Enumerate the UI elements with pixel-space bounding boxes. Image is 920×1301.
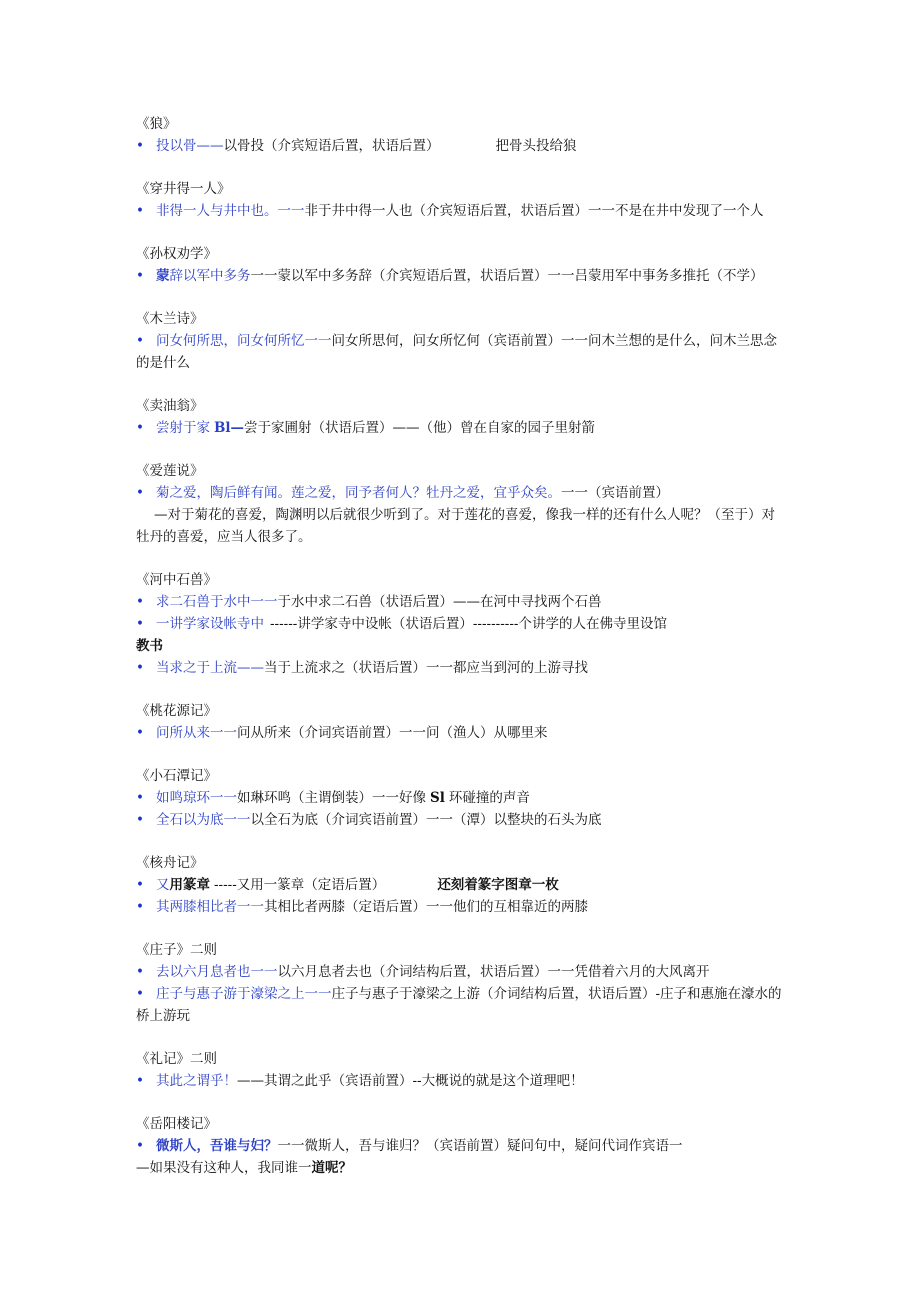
translation-text-bold: 道呢？ bbox=[311, 1160, 352, 1176]
original-phrase: 问女何所思，问女何所忆一一 bbox=[156, 333, 332, 349]
entry-line bbox=[136, 417, 786, 439]
section-title: 《岳阳楼记》 bbox=[136, 1116, 217, 1132]
explanation-text: 以六月息者去也（介词结构后置，状语后置）一一凭借着六月的大风离开 bbox=[277, 964, 710, 980]
bullet-icon: • bbox=[136, 268, 144, 284]
section-lang bbox=[136, 113, 786, 157]
explanation-text: 问女所思何，问女所忆何（宾语前置）一一问木兰想的是什么，问木兰思念的是什么 bbox=[136, 333, 777, 371]
explanation-text: 一一微斯人，吾与谁归？（宾语前置）疑问句中，疑问代词作宾语一 bbox=[277, 1138, 683, 1154]
original-phrase: 庄子与惠子游于濠梁之上一一 bbox=[156, 986, 332, 1002]
entry-line bbox=[136, 1135, 786, 1157]
entry-line bbox=[136, 874, 786, 896]
bullet-icon: • bbox=[136, 420, 144, 436]
section-xiaoshitanji bbox=[136, 765, 786, 831]
section-ailianshuo bbox=[136, 460, 786, 548]
section-title: 《爱莲说》 bbox=[136, 463, 204, 479]
bullet-icon: • bbox=[136, 333, 144, 349]
entry-line bbox=[136, 809, 786, 831]
original-phrase: 非得一人与井中也。一一 bbox=[156, 203, 305, 219]
translation-text: 还刻着篆字图章一枚 bbox=[437, 877, 559, 893]
original-phrase: 求二石兽于水中一一 bbox=[156, 594, 278, 610]
original-phrase: 又 bbox=[156, 877, 170, 893]
explanation-text: -----又用一篆章（定语后置） bbox=[214, 877, 386, 893]
section-hezhongshishou bbox=[136, 569, 786, 679]
bullet-icon: • bbox=[136, 790, 144, 806]
translation-text: —对于菊花的喜爱，陶渊明以后就很少听到了。对于莲花的喜爱，像我一样的还有什么人呢？（至于）对牡丹的喜爱，应当人很多了。 bbox=[136, 507, 775, 545]
entry-line bbox=[136, 1157, 786, 1179]
explanation-text: 于水中求二石兽（状语后置）——在河中寻找两个石兽 bbox=[277, 594, 602, 610]
original-phrase: 问所从来一一 bbox=[156, 725, 237, 741]
original-phrase: 投以骨—— bbox=[156, 138, 224, 154]
original-phrase: 辞以军中多务 bbox=[169, 268, 251, 284]
original-phrase-bold: 蒙 bbox=[156, 268, 170, 284]
entry-line bbox=[136, 896, 786, 918]
original-phrase: 去以六月息者也一一 bbox=[156, 964, 278, 980]
section-title: 《礼记》二则 bbox=[136, 1051, 217, 1067]
original-phrase-bold: Bl— bbox=[214, 420, 245, 436]
bold-token: Sl bbox=[430, 790, 445, 806]
section-taohuayuanji bbox=[136, 700, 786, 744]
entry-line bbox=[136, 504, 786, 548]
section-maiyouweng bbox=[136, 395, 786, 439]
bullet-icon: • bbox=[136, 725, 144, 741]
entry-line bbox=[136, 722, 786, 744]
bullet-icon: • bbox=[136, 1138, 144, 1154]
explanation-text: 一一蒙以军中多务辞（介宾短语后置，状语后置）一一吕蒙用军中事务多推托（不学） bbox=[250, 268, 764, 284]
entry-line bbox=[136, 787, 786, 809]
bullet-icon: • bbox=[136, 594, 144, 610]
entry-line bbox=[136, 135, 786, 157]
continuation-text: 教书 bbox=[136, 638, 163, 654]
section-title: 《河中石兽》 bbox=[136, 572, 217, 588]
entry-line bbox=[136, 657, 786, 679]
section-zhuangzi bbox=[136, 939, 786, 1027]
explanation-text: ------讲学家寺中设帐（状语后置）----------个讲学的人在佛寺里设馆 bbox=[270, 616, 667, 632]
original-phrase: 微斯人，吾谁与妇？ bbox=[156, 1138, 278, 1154]
translation-text: —如果没有这种人，我同谁一 bbox=[136, 1160, 312, 1176]
bullet-icon: • bbox=[136, 485, 144, 501]
original-phrase: 当求之于上流—— bbox=[156, 660, 264, 676]
entry-line bbox=[136, 330, 786, 374]
explanation-text: 以全石为底（介词宾语前置）一一（潭）以整块的石头为底 bbox=[250, 812, 602, 828]
bullet-icon: • bbox=[136, 986, 144, 1002]
entry-line bbox=[136, 591, 786, 613]
explanation-text: 尝于家圃射（状语后置）——（他）曾在自家的园子里射箭 bbox=[244, 420, 596, 436]
section-chuanjing bbox=[136, 178, 786, 222]
section-sunquan bbox=[136, 243, 786, 287]
section-title: 《核舟记》 bbox=[136, 855, 204, 871]
section-title: 《孙权劝学》 bbox=[136, 246, 217, 262]
explanation-text: 问从所来（介词宾语前置）一一问（渔人）从哪里来 bbox=[237, 725, 548, 741]
bullet-icon: • bbox=[136, 616, 144, 632]
original-phrase: 全石以为底一一 bbox=[156, 812, 251, 828]
original-phrase: 菊之爱，陶后鲜有闻。莲之爱，同予者何人？牡丹之爱，宜乎众矣。 bbox=[156, 485, 561, 501]
explanation-text: 其相比者两膝（定语后置）一一他们的互相靠近的两膝 bbox=[264, 899, 588, 915]
original-phrase: 一讲学家设帐寺中 bbox=[156, 616, 264, 632]
original-phrase: 其此之谓乎！ bbox=[156, 1073, 237, 1089]
entry-line bbox=[136, 265, 786, 287]
explanation-text: 以骨投（介宾短语后置，状语后置） bbox=[223, 138, 440, 154]
bullet-icon: • bbox=[136, 203, 144, 219]
bullet-icon: • bbox=[136, 899, 144, 915]
document-page bbox=[136, 113, 786, 1179]
original-phrase: 如鸣琼环一一 bbox=[156, 790, 237, 806]
explanation-text: 如琳环鸣（主谓倒装）一一好像 bbox=[237, 790, 426, 806]
translation-text: 把骨头投给狼 bbox=[495, 138, 577, 154]
original-phrase: 尝射于家 bbox=[156, 420, 210, 436]
section-liji bbox=[136, 1048, 786, 1092]
entry-line bbox=[136, 983, 786, 1027]
explanation-text: 一一（宾语前置） bbox=[561, 485, 669, 501]
section-yueyanglouji bbox=[136, 1113, 786, 1179]
entry-line bbox=[136, 1070, 786, 1092]
bullet-icon: • bbox=[136, 138, 144, 154]
explanation-text: 当于上流求之（状语后置）一一都应当到河的上游寻找 bbox=[264, 660, 588, 676]
original-phrase-bold: 用篆章 bbox=[169, 877, 210, 893]
section-title: 《庄子》二则 bbox=[136, 942, 217, 958]
section-title: 《穿井得一人》 bbox=[136, 181, 231, 197]
bullet-icon: • bbox=[136, 964, 144, 980]
section-title: 《小石潭记》 bbox=[136, 768, 217, 784]
explanation-text: 非于井中得一人也（介宾短语后置，状语后置）一一不是在井中发现了一个人 bbox=[304, 203, 764, 219]
explanation-text: 庄子与惠子于濠梁之上游（介词结构后置，状语后置）-庄子和惠施在濠水的桥上游玩 bbox=[136, 986, 782, 1024]
section-title: 《桃花源记》 bbox=[136, 703, 217, 719]
explanation-text-cont: 环碰撞的声音 bbox=[448, 790, 530, 806]
bullet-icon: • bbox=[136, 877, 144, 893]
section-title: 《狼》 bbox=[136, 116, 177, 132]
section-hezhouji bbox=[136, 852, 786, 918]
bullet-icon: • bbox=[136, 1073, 144, 1089]
section-mulan bbox=[136, 308, 786, 374]
original-phrase: 其两膝相比者一一 bbox=[156, 899, 264, 915]
entry-line bbox=[136, 961, 786, 983]
bullet-icon: • bbox=[136, 812, 144, 828]
entry-line bbox=[136, 613, 786, 635]
entry-line bbox=[136, 482, 786, 504]
entry-line bbox=[136, 200, 786, 222]
bullet-icon: • bbox=[136, 660, 144, 676]
explanation-text: ——其谓之此乎（宾语前置）--大概说的就是这个道理吧！ bbox=[237, 1073, 584, 1089]
section-title: 《木兰诗》 bbox=[136, 311, 204, 327]
section-title: 《卖油翁》 bbox=[136, 398, 204, 414]
entry-line bbox=[136, 635, 786, 657]
